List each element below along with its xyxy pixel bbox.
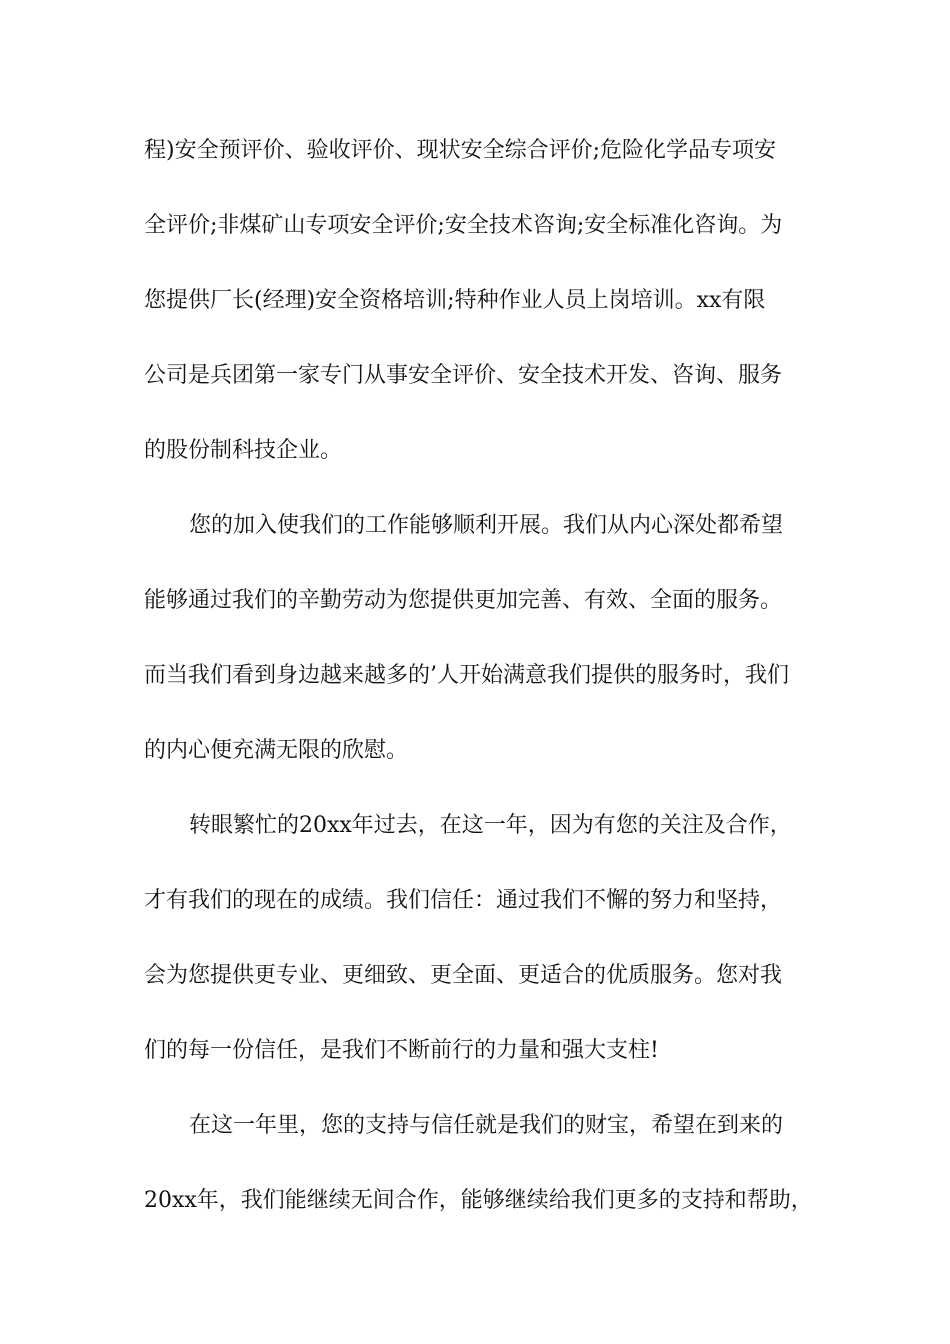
paragraph-3-line-4: 们的每一份信任，是我们不断前行的力量和强大支柱!	[144, 1038, 659, 1063]
paragraph-1-line-2: 全评价;非煤矿山专项安全评价;安全技术咨询;安全标准化咨询。为	[144, 213, 783, 238]
paragraph-3-line-1: 转眼繁忙的20xx年过去，在这一年，因为有您的关注及合作，	[189, 813, 792, 838]
paragraph-2-line-2: 能够通过我们的辛勤劳动为您提供更加完善、有效、全面的服务。	[144, 588, 783, 613]
paragraph-2-line-4: 的内心便充满无限的欣慰。	[144, 738, 409, 763]
paragraph-4-line-2: 20xx年，我们能继续无间合作，能够继续给我们更多的支持和帮助，	[144, 1188, 813, 1213]
paragraph-3-line-3: 会为您提供更专业、更细致、更全面、更适合的优质服务。您对我	[144, 963, 783, 988]
paragraph-2-line-1: 您的加入使我们的工作能够顺利开展。我们从内心深处都希望	[189, 513, 784, 538]
paragraph-1-line-4: 公司是兵团第一家专门从事安全评价、安全技术开发、咨询、服务	[144, 363, 783, 388]
paragraph-4-line-1: 在这一年里，您的支持与信任就是我们的财宝，希望在到来的	[189, 1113, 784, 1138]
paragraph-1-line-5: 的股份制科技企业。	[144, 438, 343, 463]
paragraph-2-line-3: 而当我们看到身边越来越多的’人开始满意我们提供的服务时，我们	[144, 663, 789, 688]
paragraph-3-line-2: 才有我们的现在的成绩。我们信任：通过我们不懈的努力和坚持，	[144, 888, 783, 913]
paragraph-1-line-1: 程)安全预评价、验收评价、现状安全综合评价;危险化学品专项安	[144, 138, 776, 163]
paragraph-1-line-3: 您提供厂长(经理)安全资格培训;特种作业人员上岗培训。xx有限	[144, 288, 766, 313]
